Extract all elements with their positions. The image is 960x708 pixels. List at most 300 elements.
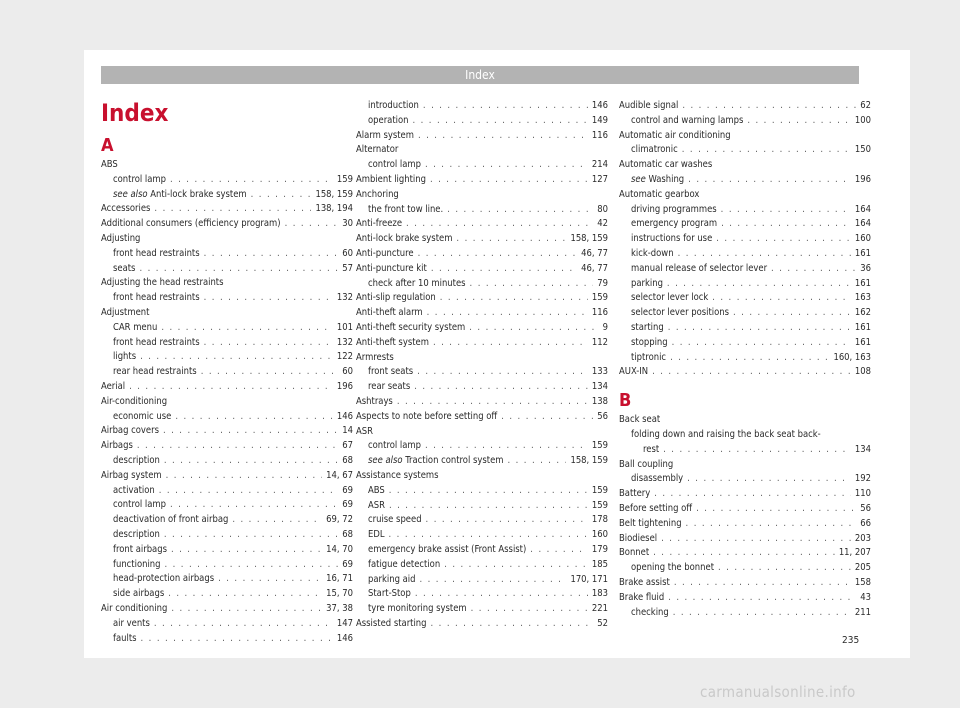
entry-term [113, 291, 200, 306]
dot-leader [470, 277, 594, 292]
entry-text: climatronic [631, 144, 678, 156]
index-entry [619, 576, 871, 591]
entry-term [368, 528, 385, 543]
entry-page: 196 [854, 173, 871, 185]
entry-term [113, 543, 167, 558]
entry-text: Aspects to note before setting off [356, 410, 498, 422]
entry-term [631, 291, 708, 306]
dot-leader [747, 114, 851, 129]
entry-text: tiptronic [631, 351, 667, 363]
entry-term [368, 114, 409, 129]
entry-term [619, 591, 664, 606]
entry-page: 161 [854, 277, 871, 289]
entry-term [113, 173, 166, 188]
dot-leader [425, 158, 588, 173]
entry-term [368, 558, 440, 573]
letter-heading-b: B [619, 390, 632, 412]
index-subentry [619, 247, 871, 262]
index-subentry [101, 617, 353, 632]
entry-page: 163 [854, 292, 871, 304]
dot-leader [251, 188, 312, 203]
entry-term [356, 217, 402, 232]
entry-page: 146 [336, 632, 353, 644]
entry-text: manual release of selector lever [631, 262, 768, 274]
entry-text: Biodiesel [619, 532, 658, 544]
entry-page: 132 [336, 292, 353, 304]
dot-leader [129, 380, 333, 395]
index-subentry [619, 321, 871, 336]
entry-term [631, 321, 664, 336]
entry-text: selector lever lock [631, 292, 709, 304]
entry-page: 69, 72 [326, 514, 353, 526]
entry-term [113, 365, 197, 380]
entry-page: 14, 70 [326, 543, 353, 555]
entry-term [356, 173, 426, 188]
index-entry [356, 188, 608, 203]
dot-leader [389, 528, 588, 543]
entry-page: 79 [597, 277, 608, 289]
index-subentry [101, 188, 353, 203]
index-entries [101, 158, 353, 646]
entry-term [368, 454, 503, 469]
entry-term [356, 247, 414, 262]
dot-leader [430, 173, 588, 188]
entry-text: Adjusting [101, 232, 141, 244]
page-title: Index [101, 99, 169, 127]
entry-text: Brake assist [619, 576, 670, 588]
entry-text: Anti-puncture [356, 247, 414, 259]
dot-leader [654, 487, 851, 502]
entry-term [101, 469, 162, 484]
entry-term [619, 458, 673, 473]
entry-text: Additional consumers (efficiency program) [101, 218, 281, 230]
dot-leader [285, 217, 339, 232]
index-column-2 [356, 99, 608, 632]
entry-page: 221 [591, 603, 608, 615]
entry-term [631, 472, 683, 487]
entry-term [101, 395, 167, 410]
entry-page: 146 [591, 100, 608, 111]
dot-leader [406, 217, 593, 232]
entry-term [368, 365, 413, 380]
index-entry [356, 321, 608, 336]
dot-leader [204, 247, 339, 262]
entry-page: 110 [854, 488, 871, 500]
index-subentry [101, 336, 353, 351]
entry-text: Ball coupling [619, 458, 674, 470]
dot-leader [161, 321, 333, 336]
entry-term [356, 306, 423, 321]
entry-text: rear seats [368, 381, 411, 393]
entry-text: ASR [368, 499, 385, 511]
entry-text: side airbags [113, 588, 165, 600]
entry-page: 66 [860, 517, 871, 529]
index-subentry [101, 513, 353, 528]
entry-page: 185 [591, 558, 608, 570]
entry-term [113, 350, 136, 365]
index-entry [101, 395, 353, 410]
index-entry [619, 458, 871, 473]
dot-leader [530, 543, 588, 558]
entry-term [356, 336, 429, 351]
entry-text: Automatic car washes [619, 159, 713, 171]
dot-leader [668, 321, 851, 336]
index-subentry [356, 543, 608, 558]
index-entries [619, 458, 871, 621]
entry-text: Audible signal [619, 100, 679, 111]
index-entry [356, 410, 608, 425]
dot-leader [163, 424, 338, 439]
entry-term [101, 202, 150, 217]
entry-text: front seats [368, 366, 414, 378]
index-subentry [101, 543, 353, 558]
entry-text: emergency program [631, 218, 718, 230]
dot-leader [389, 484, 588, 499]
entry-text: Assisted starting [356, 617, 427, 629]
entry-term [631, 336, 668, 351]
entry-term [631, 217, 717, 232]
entry-text: control lamp [368, 440, 421, 452]
entry-page: 214 [591, 159, 608, 171]
entry-term [368, 573, 415, 588]
entry-page: 158, 159 [315, 188, 353, 200]
dot-leader [425, 439, 588, 454]
entry-term [631, 606, 669, 621]
entry-term [101, 217, 281, 232]
entry-page: 30 [342, 218, 353, 230]
entry-page: 68 [342, 528, 353, 540]
dot-leader [426, 513, 588, 528]
entry-term [113, 572, 214, 587]
index-subentry [356, 513, 608, 528]
entry-text: AUX-IN [619, 366, 649, 378]
entry-page: 14, 67 [326, 469, 353, 481]
entry-page: 150 [854, 144, 871, 156]
entry-page: 196 [336, 380, 353, 392]
index-subentry [101, 558, 353, 573]
index-subentry [101, 173, 353, 188]
dot-leader [140, 350, 333, 365]
entry-page: 57 [342, 262, 353, 274]
entry-term [631, 306, 729, 321]
entry-text: control lamp [113, 173, 166, 185]
index-subentry [356, 454, 608, 469]
entry-page: 161 [854, 336, 871, 348]
entry-text: ABS [101, 159, 118, 170]
index-subentry [356, 573, 608, 588]
entry-text: Anti-puncture kit [356, 262, 427, 274]
entry-term [619, 546, 649, 561]
entry-term [101, 424, 159, 439]
entry-page: 183 [591, 588, 608, 600]
entry-term [356, 410, 497, 425]
entry-text: Airbag system [101, 469, 162, 481]
watermark: carmanualsonline.info [700, 683, 856, 701]
index-subentry [101, 291, 353, 306]
entry-text: air vents [113, 617, 150, 629]
entry-text: CAR menu [113, 321, 158, 333]
index-subentry [101, 247, 353, 262]
entry-page: 159 [591, 484, 608, 496]
index-subentry [619, 114, 871, 129]
entry-text: Assistance systems [356, 469, 439, 481]
entry-page: 138, 194 [315, 203, 353, 215]
index-subentry [619, 336, 871, 351]
entry-term [101, 158, 118, 173]
dot-leader [431, 617, 594, 632]
entry-text: Anti-freeze [356, 218, 403, 230]
entry-term [101, 439, 133, 454]
entry-term [368, 439, 421, 454]
index-column-3 [619, 99, 871, 620]
index-entry [356, 306, 608, 321]
entry-page: 14 [342, 425, 353, 437]
entry-term [368, 484, 385, 499]
dot-leader [718, 561, 851, 576]
entry-term [356, 143, 398, 158]
see-reference: see also [113, 188, 148, 200]
entry-term [368, 513, 422, 528]
entry-text: rear head restraints [113, 366, 197, 378]
entry-page: 159 [591, 499, 608, 511]
entry-text: economic use [113, 410, 172, 422]
entry-term [631, 351, 666, 366]
entry-term [113, 262, 135, 277]
entry-page: 179 [591, 543, 608, 555]
entry-text: tyre monitoring system [368, 603, 467, 615]
entry-term [631, 262, 767, 277]
dot-leader [141, 632, 333, 647]
dot-leader [427, 306, 588, 321]
entry-term [113, 484, 155, 499]
entry-text: cruise speed [368, 514, 422, 526]
entry-term [619, 502, 692, 517]
entry-term [356, 188, 399, 203]
entry-text: Traction control system [405, 455, 504, 467]
dot-leader [397, 395, 588, 410]
entry-text: disassembly [631, 473, 684, 485]
dot-leader [166, 469, 323, 484]
index-entry [101, 306, 353, 321]
index-entry [356, 129, 608, 144]
entry-term [101, 380, 125, 395]
entry-text: Anchoring [356, 188, 399, 200]
entry-text: front head restraints [113, 336, 200, 348]
entry-page: 69 [342, 558, 353, 570]
entry-page: 127 [591, 173, 608, 185]
index-entry [356, 291, 608, 306]
entry-term [368, 277, 466, 292]
entry-page: 203 [854, 532, 871, 544]
entry-term [631, 203, 717, 218]
dot-leader [678, 247, 851, 262]
dot-leader [159, 484, 338, 499]
index-subentry [101, 454, 353, 469]
entry-page: 46, 77 [581, 247, 608, 259]
dot-leader [507, 454, 566, 469]
entry-text: lights [113, 351, 137, 363]
entry-text: control and warning lamps [631, 114, 744, 126]
index-subentry [101, 321, 353, 336]
index-entries [619, 99, 871, 380]
index-subentry [619, 606, 871, 621]
index-subentry [619, 561, 871, 576]
entry-term [113, 188, 247, 203]
dot-leader [137, 439, 338, 454]
index-subentry [356, 558, 608, 573]
entry-term [356, 262, 427, 277]
dot-leader [668, 591, 856, 606]
entry-page: 147 [336, 617, 353, 629]
dot-leader [415, 587, 588, 602]
entry-text: faults [113, 632, 137, 644]
dot-leader [444, 558, 588, 573]
entry-page: 178 [591, 514, 608, 526]
entry-text: Brake fluid [619, 591, 665, 603]
entry-term [368, 158, 421, 173]
entry-text: Aerial [101, 380, 126, 392]
entry-page: 160 [854, 233, 871, 245]
entry-page: 112 [591, 336, 608, 348]
entry-term [113, 498, 166, 513]
index-subentry [356, 158, 608, 173]
index-entry [619, 188, 871, 203]
entry-text: Automatic air conditioning [619, 129, 731, 141]
entry-term [356, 617, 427, 632]
entry-page: 160 [591, 529, 608, 541]
dot-leader [712, 291, 851, 306]
entry-term [368, 99, 419, 114]
entry-text: Armrests [356, 351, 394, 363]
dot-leader [389, 499, 588, 514]
dot-leader [440, 291, 588, 306]
entry-text: Battery [619, 488, 651, 500]
entry-page: 159 [591, 440, 608, 452]
entry-term [113, 321, 157, 336]
entry-term [113, 454, 160, 469]
index-entry [619, 517, 871, 532]
index-subentry [356, 203, 608, 218]
index-entry [619, 546, 871, 561]
index-entry [101, 202, 353, 217]
entry-term [631, 143, 678, 158]
entry-page: 60 [342, 247, 353, 259]
index-subentry [619, 173, 871, 188]
entry-text: Alarm system [356, 129, 414, 141]
dot-leader [154, 202, 311, 217]
dot-leader [771, 262, 856, 277]
entry-term [356, 129, 414, 144]
index-entry [619, 129, 871, 144]
dot-leader [171, 543, 322, 558]
dot-leader [670, 351, 829, 366]
index-entry [356, 143, 608, 158]
entry-page: 16, 71 [326, 573, 353, 585]
dot-leader [418, 247, 578, 262]
entry-text: description [113, 454, 160, 466]
index-entry [619, 158, 871, 173]
entry-term [619, 365, 648, 380]
entry-term [113, 617, 150, 632]
entry-page: 108 [854, 366, 871, 378]
entry-page: 161 [854, 321, 871, 333]
index-entry [619, 99, 871, 114]
index-subentry [101, 350, 353, 365]
dot-leader [688, 173, 851, 188]
dot-leader [413, 114, 588, 129]
entry-term [113, 513, 228, 528]
dot-leader [171, 602, 322, 617]
entry-page: 159 [336, 173, 353, 185]
index-subentry [356, 439, 608, 454]
entry-text: Before setting off [619, 502, 693, 514]
entry-page: 62 [860, 100, 871, 111]
entry-term [631, 277, 663, 292]
entry-term [619, 532, 657, 547]
section-banner: Index [101, 66, 859, 84]
entry-page: 205 [854, 562, 871, 574]
index-entry [101, 158, 353, 173]
index-subentry [356, 528, 608, 543]
dot-leader [419, 573, 566, 588]
entry-term [113, 587, 164, 602]
dot-leader [661, 532, 851, 547]
entry-text: selector lever positions [631, 307, 730, 319]
dot-leader [733, 306, 851, 321]
page-number: 235 [842, 635, 860, 646]
entry-term [631, 114, 743, 129]
entry-term [113, 558, 161, 573]
index-entries [356, 99, 608, 632]
entry-text: Automatic gearbox [619, 188, 700, 200]
entry-page: 159 [591, 292, 608, 304]
dot-leader [431, 262, 577, 277]
entry-page: 158 [854, 576, 871, 588]
index-entry [101, 276, 353, 291]
dot-leader [471, 602, 588, 617]
index-subentry [356, 499, 608, 514]
entry-text: functioning [113, 558, 161, 570]
entry-text: Adjusting the head restraints [101, 277, 224, 289]
index-subentry [619, 203, 871, 218]
entry-text: Ashtrays [356, 395, 393, 407]
entry-text: kick-down [631, 247, 674, 259]
entry-page: 161 [854, 247, 871, 259]
dot-leader [418, 129, 588, 144]
index-entry [101, 469, 353, 484]
entry-text: Anti-theft alarm [356, 307, 423, 319]
entry-term: Back seat [619, 414, 661, 426]
entry-text: Adjustment [101, 306, 150, 318]
entry-term [356, 395, 393, 410]
dot-leader [682, 99, 856, 114]
entry-term [368, 499, 385, 514]
dot-leader [175, 410, 333, 425]
index-subentry [101, 587, 353, 602]
entry-text: control lamp [113, 499, 166, 511]
dot-leader [686, 517, 857, 532]
entry-page: 116 [591, 129, 608, 141]
entry-page: 9 [602, 321, 608, 333]
index-subentry [101, 262, 353, 277]
entry-term [101, 276, 224, 291]
index-entry [101, 424, 353, 439]
entry-term [619, 576, 670, 591]
index-subentry [356, 602, 608, 617]
dot-leader [447, 203, 593, 218]
entry-text: Accessories [101, 203, 151, 215]
index-entry [356, 469, 608, 484]
